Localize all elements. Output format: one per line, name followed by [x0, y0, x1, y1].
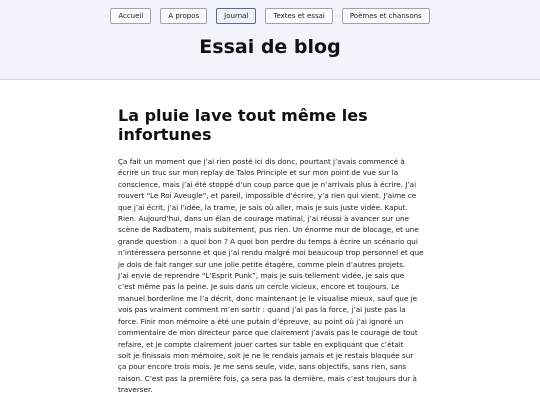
post-text-line: écrire un truc sur mon replay de Talos Principle et sur mon point de vue sur la	[118, 168, 399, 178]
post-text-line: manuel borderline me l’a décrit, donc maintenant je le visualise mieux, sauf que je	[118, 293, 418, 303]
post-text-line: rouvert “Le Roi Aveugle”, et pareil, impossible d’écrire, y’a rien qui vient. J’aime ce	[118, 191, 417, 201]
post-text-line: je dois de fait ranger sur une jolie petite étagère, comme plein d’autres projets.	[118, 259, 406, 269]
site-header	[0, 0, 540, 80]
post-text-line: J’ai envie de reprendre “L’Esprit Punk”, mais je suis tellement vidée, je sais que	[118, 271, 405, 281]
post-text-line: traverser.	[118, 385, 153, 395]
post-text-line: soit je finissais mon mémoire, soit je ne le rendais jamais et je restais bloquée sur	[118, 350, 414, 360]
post-text-line: scène de Radbatem, mais subitement, pus rien. Un énorme mur de blocage, et une	[118, 225, 419, 235]
post-text-line: vois pas vraiment comment m’en sortir : quand j’ai pas la force, j’ai juste pas la	[118, 305, 406, 315]
post-text-line: raison. C’est pas la première fois, ça sera pas la dernière, mais c’est toujours dur à	[118, 373, 417, 383]
post-text-line: refaire, et je compte clairement jouer cartes sur table en expliquant que c’était	[118, 339, 404, 349]
site-title: Essai de blog	[199, 36, 341, 58]
article	[0, 80, 424, 396]
nav-link-a-propos[interactable]: A propos	[160, 8, 207, 24]
nav-link-poemes-et-chansons[interactable]: Poèmes et chansons	[342, 8, 430, 24]
post-title: La pluie lave tout même les infortunes	[118, 106, 368, 144]
nav-link-accueil[interactable]: Accueil	[110, 8, 151, 24]
nav-link-journal[interactable]: Journal	[216, 8, 256, 24]
post-text-line: ça pour encore trois mois. Je me sens seule, vide, sans objectifs, sans rien, sans	[118, 362, 407, 372]
post-text-line: Ça fait un moment que j’ai rien posté ici dis donc, pourtant j’avais commencé à	[118, 157, 405, 166]
post-text-line: commentaire de mon directeur parce que clairement j’avais pas le courage de tout	[118, 328, 418, 338]
nav-link-textes-et-essai[interactable]: Textes et essai	[265, 8, 332, 24]
main-nav	[0, 0, 540, 24]
post-body	[118, 156, 424, 396]
post-text-line: n’intéressera personne et que j’ai rendu malgré moi beaucoup trop personnel et que	[118, 248, 424, 258]
post-text-line: que j’ai écrit, j’ai l’idée, la trame, je sais où aller, mais je suis juste vidée. Kaput.	[118, 202, 408, 212]
post-text-line: conscience, mais j’ai été stoppé d’un coup parce que je n’arrivais plus à écrire. J’ai	[118, 179, 417, 189]
post-text-line: c’est même pas la peine. Je suis dans un cercle vicieux, encore et toujours. Le	[118, 282, 400, 292]
post-text-line: grande question : a quoi bon ? A quoi bon perdre du temps à écrire un scénario qui	[118, 236, 418, 246]
post-text-line: Rien. Aujourd’hui, dans un élan de courage matinal, j’ai réussi à avancer sur une	[118, 214, 409, 224]
post-text-line: force. Finir mon mémoire a été une putain d’épreuve, au point où j’ai ignoré un	[118, 316, 404, 326]
